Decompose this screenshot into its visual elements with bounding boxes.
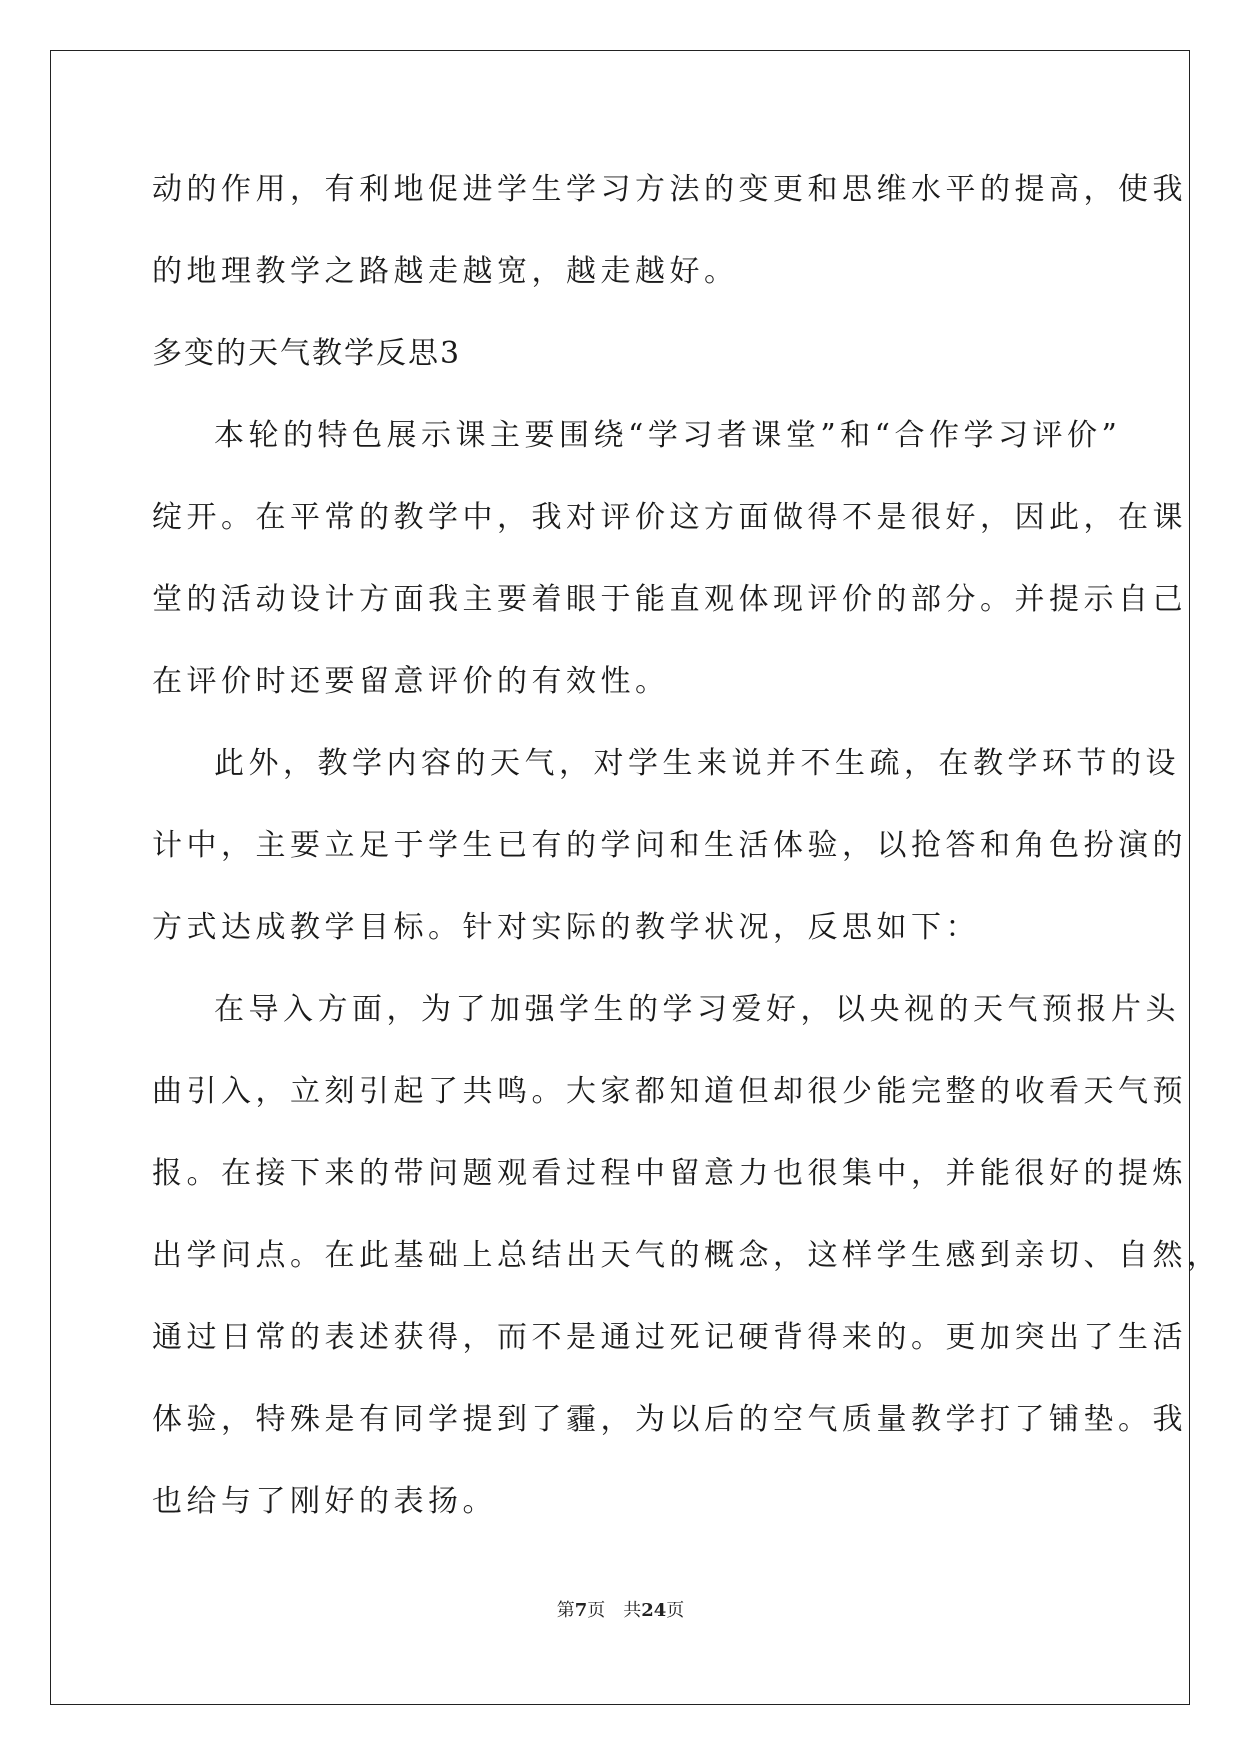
text-line: 计中，主要立足于学生已有的学问和生活体验，以抢答和角色扮演的 [152, 828, 1187, 863]
text-line: 的地理教学之路越走越宽，越走越好。 [152, 254, 739, 289]
text-line: 曲引入，立刻引起了共鸣。大家都知道但却很少能完整的收看天气预 [152, 1074, 1187, 1109]
text-line: 报。在接下来的带问题观看过程中留意力也很集中，并能很好的提炼 [152, 1156, 1187, 1191]
text-line: 在导入方面，为了加强学生的学习爱好，以央视的天气预报片头 [214, 992, 1180, 1027]
text-line: 在评价时还要留意评价的有效性。 [152, 664, 670, 699]
footer-total-suffix: 页 [666, 1600, 685, 1621]
text-line: 体验，特殊是有同学提到了霾，为以后的空气质量教学打了铺垫。我 [152, 1402, 1187, 1437]
text-line: 堂的活动设计方面我主要着眼于能直观体现评价的部分。并提示自己 [152, 582, 1187, 617]
text-line: 绽开。在平常的教学中，我对评价这方面做得不是很好，因此，在课 [152, 500, 1187, 535]
current-page-number: 7 [574, 1600, 588, 1621]
footer-total-prefix: 共 [623, 1600, 642, 1621]
text-line: 出学问点。在此基础上总结出天气的概念，这样学生感到亲切、自然， [152, 1238, 1222, 1273]
footer-prefix: 第 [556, 1600, 575, 1621]
text-line: 此外，教学内容的天气，对学生来说并不生疏，在教学环节的设 [214, 746, 1180, 781]
text-line: 通过日常的表述获得，而不是通过死记硬背得来的。更加突出了生活 [152, 1320, 1187, 1355]
page-footer [0, 1596, 1241, 1622]
text-line: 本轮的特色展示课主要围绕“学习者课堂”和“合作学习评价” [214, 418, 1122, 453]
text-line: 动的作用，有利地促进学生学习方法的变更和思维水平的提高，使我 [152, 172, 1187, 207]
total-pages-number: 24 [641, 1600, 667, 1621]
document-body [152, 165, 1222, 1559]
text-line: 也给与了刚好的表扬。 [152, 1484, 497, 1519]
text-line: 方式达成教学目标。针对实际的教学状况，反思如下： [152, 910, 980, 945]
section-heading: 多变的天气教学反思3 [152, 336, 462, 371]
footer-page-word: 页 [587, 1600, 606, 1621]
